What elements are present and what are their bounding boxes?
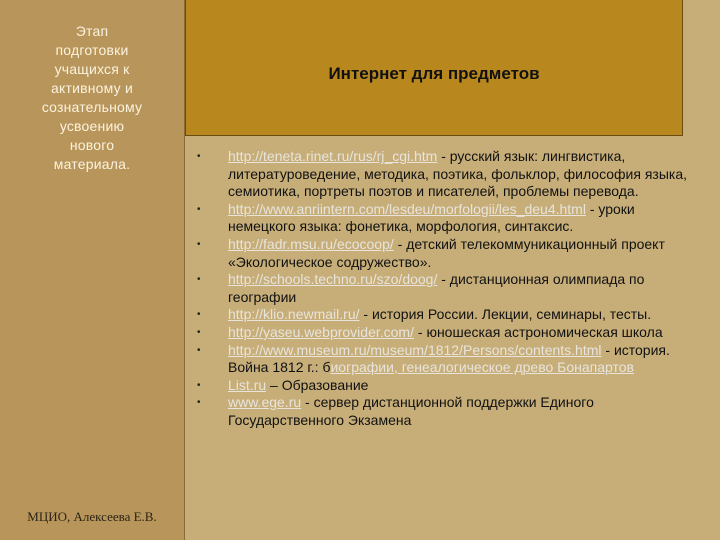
link-description: - русский язык: лингвистика, литературоведение, методика, поэтика, фольклор, философия языка, семиотика, портреты поэтов и писателей, проблемы перевода. xyxy=(228,148,688,200)
links-list xyxy=(197,148,702,430)
biography-link[interactable]: иографии, генеалогическое древо Бонапартов xyxy=(330,359,634,376)
page-title: Интернет для предметов xyxy=(328,64,540,83)
left-panel xyxy=(0,0,185,540)
bullet-icon: • xyxy=(197,274,201,286)
link-description: - уроки немецкого языка: фонетика, морфология, синтаксис. xyxy=(228,200,635,235)
list-item xyxy=(197,271,702,306)
stage-description: Этап подготовки учащихся к активному и сознательному усвоению нового материала. xyxy=(41,23,143,172)
list-item xyxy=(197,201,702,236)
bullet-icon: • xyxy=(197,151,201,162)
bullet-icon: • xyxy=(197,203,201,215)
link-description: - история России. Лекции, семинары, тесты. xyxy=(359,306,652,323)
list-item xyxy=(197,394,702,429)
bullet-icon: • xyxy=(197,309,201,321)
resource-link[interactable]: www.ege.ru xyxy=(228,394,302,411)
list-item xyxy=(197,377,702,395)
resource-link[interactable]: http://klio.newmail.ru/ xyxy=(228,306,360,323)
list-item xyxy=(197,324,702,342)
list-item xyxy=(197,306,702,324)
resource-link[interactable]: http://yaseu.webprovider.com/ xyxy=(228,323,414,340)
link-description: - детский телекоммуникационный проект «Экологическое содружество». xyxy=(228,235,665,270)
resource-link[interactable]: http://fadr.msu.ru/ecocoop/ xyxy=(228,235,394,252)
resource-link[interactable]: List.ru xyxy=(228,376,267,393)
author-credit: МЦИО, Алексеева Е.В. xyxy=(27,509,157,524)
link-description: - история. Война 1812 г.: б xyxy=(228,341,670,376)
link-description: – Образование xyxy=(266,376,369,393)
bullet-icon: • xyxy=(197,379,201,391)
resource-link[interactable]: http://www.anriintern.com/lesdeu/morfologii/les_deu4.html xyxy=(228,200,586,217)
header-box xyxy=(185,0,683,136)
link-description: - дистанционная олимпиада по географии xyxy=(228,271,645,305)
link-description: - юношеская астрономическая школа xyxy=(414,323,663,340)
link-description: - сервер дистанционной поддержки Единого Государственного Экзамена xyxy=(228,394,594,428)
resource-link[interactable]: http://www.museum.ru/museum/1812/Persons/contents.html xyxy=(228,341,602,358)
bullet-icon: • xyxy=(197,344,201,356)
resource-link[interactable]: http://teneta.rinet.ru/rus/rj_cgi.htm xyxy=(228,148,438,164)
resource-link[interactable]: http://schools.techno.ru/szo/doog/ xyxy=(228,271,438,288)
bullet-icon: • xyxy=(197,397,201,409)
list-item xyxy=(197,342,702,377)
bullet-icon: • xyxy=(197,326,201,338)
bullet-icon: • xyxy=(197,238,201,250)
list-item xyxy=(197,148,702,201)
list-item xyxy=(197,236,702,271)
